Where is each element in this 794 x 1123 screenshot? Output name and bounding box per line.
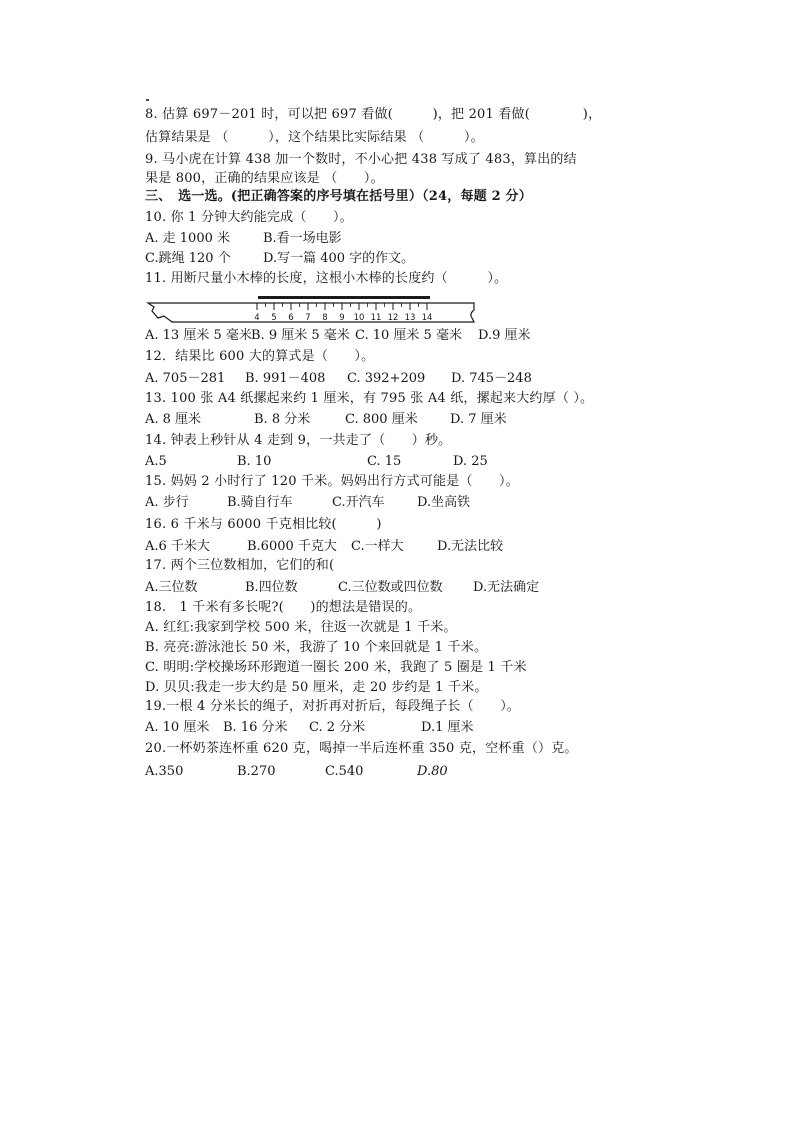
q16-option-d: D.无法比较 [437,539,504,554]
q11-option-b: B. 9 厘米 5 毫米 [251,328,350,343]
q17-option-d: D.无法确定 [473,580,540,595]
q20-option-b: B.270 [237,764,276,779]
q15-option-b: B.骑自行车 [227,495,293,510]
broken-ruler-figure [146,294,476,324]
q8-line2: 估算结果是 （ ），这个结果比实际结果 （ ）。 [145,130,484,145]
q18-option-d: D. 贝贝:我走一步大约是 50 厘米，走 20 步约是 1 千米。 [145,680,488,695]
q15-options [145,494,565,512]
q11-options [145,327,565,345]
q11-option-d: D.9 厘米 [478,328,531,343]
q19-stem: 19.一根 4 分米长的绳子，对折再对折后，每段绳子长（ ）。 [145,699,521,714]
q10-option-b: B.看一场电影 [263,231,342,246]
q14-option-a: A.5 [145,454,167,469]
ruler-label: 9 [339,313,345,323]
ruler-svg [146,294,476,324]
q15-stem: 15. 妈妈 2 小时行了 120 千米。妈妈出行方式可能是（ ）。 [145,474,519,489]
q19-option-d: D.1 厘米 [421,720,474,735]
q14-option-c: C. 15 [367,454,402,469]
q12-option-c: C. 392+209 [347,371,426,386]
q13-stem: 13. 100 张 A4 纸摞起来约 1 厘米，有 795 张 A4 纸，摞起来大约厚（ ）。 [145,391,594,406]
q12-option-b: B. 991－408 [245,371,326,386]
q13-option-c: C. 800 厘米 [345,412,418,427]
q13-option-a: A. 8 厘米 [145,412,202,427]
q16-option-a: A.6 千米大 [145,539,210,554]
q14-option-b: B. 10 [237,454,272,469]
q20-option-d: D.80 [417,764,448,779]
ruler-label: 8 [322,313,328,323]
q17-options [145,579,565,597]
q17-option-b: B.四位数 [245,580,298,595]
section-3-heading: 三、 选一选。(把正确答案的序号填在括号里）（24，每题 2 分） [145,189,532,204]
q18-stem: 18. 1 千米有多长呢?( )的想法是错误的。 [145,600,422,615]
q17-stem: 17. 两个三位数相加，它们的和( [145,558,335,573]
q14-stem: 14. 钟表上秒针从 4 走到 9，一共走了（ ）秒。 [145,433,452,448]
q12-option-a: A. 705－281 [145,371,226,386]
q10-option-a: A. 走 1000 米 [145,231,231,246]
q20-option-c: C.540 [325,764,364,779]
ruler-label: 13 [404,313,416,323]
q8-line1: 8. 估算 697－201 时，可以把 697 看做( )，把 201 看做( )， [145,107,602,122]
ruler-label: 6 [288,313,294,323]
q18-option-a: A. 红红:我家到学校 500 米，往返一次就是 1 千米。 [145,620,457,635]
q11-option-a: A. 13 厘米 5 毫米 [145,328,252,343]
wooden-stick [258,296,430,299]
q14-option-d: D. 25 [453,454,488,469]
ruler-label: 4 [254,313,260,323]
ruler-label: 10 [353,313,365,323]
q9-line2: 果是 800，正确的结果应该是 （ ）。 [145,171,384,186]
q12-option-d: D. 745－248 [451,371,532,386]
q16-option-b: B.6000 千克大 [247,539,337,554]
q15-option-c: C.开汽车 [332,495,385,510]
q20-options [145,763,565,781]
q17-option-a: A.三位数 [145,580,198,595]
q13-option-d: D. 7 厘米 [450,412,507,427]
q16-option-c: C.一样大 [351,539,404,554]
q19-option-c: C. 2 分米 [309,720,366,735]
q10-option-c: C.跳绳 120 个 [145,251,231,266]
q19-option-b: B. 16 分米 [223,720,288,735]
q18-option-b: B. 亮亮:游泳池长 50 米，我游了 10 个来回就是 1 千米。 [145,640,488,655]
q12-stem: 12．结果比 600 大的算式是（ ）。 [145,349,375,364]
q11-stem: 11. 用断尺量小木棒的长度，这根小木棒的长度约（ ）。 [145,271,508,286]
q14-options [145,453,565,471]
q20-option-a: A.350 [145,764,184,779]
q10-options-row1 [145,230,565,248]
q13-option-b: B. 8 分米 [254,412,311,427]
ruler-label: 7 [305,313,311,323]
q15-option-d: D.坐高铁 [417,495,471,510]
q18-option-c: C. 明明:学校操场环形跑道一圈长 200 米，我跑了 5 圈是 1 千米 [145,660,527,675]
ruler-ticks [254,303,432,323]
q10-option-d: D.写一篇 400 字的作文。 [263,251,415,266]
q12-options [145,370,565,388]
scan-speck [146,99,149,101]
q10-stem: 10. 你 1 分钟大约能完成（ ）。 [145,210,353,225]
q10-options-row2 [145,250,565,268]
q19-option-a: A. 10 厘米 [145,720,210,735]
ruler-label: 5 [271,313,277,323]
q19-options [145,719,565,737]
q17-option-c: C.三位数或四位数 [338,580,443,595]
q11-option-c: C. 10 厘米 5 毫米 [355,328,462,343]
q20-stem: 20.一杯奶茶连杯重 620 克，喝掉一半后连杯重 350 克，空杯重（）克。 [145,741,578,756]
q16-options [145,538,565,556]
ruler-label: 12 [387,313,399,323]
q9-line1: 9. 马小虎在计算 438 加一个数时，不小心把 438 写成了 483，算出的结 [145,152,577,167]
q13-options [145,411,565,429]
q16-stem: 16. 6 千米与 6000 千克相比较( ) [145,517,382,532]
q15-option-a: A. 步行 [145,495,189,510]
ruler-label: 14 [421,313,433,323]
ruler-label: 11 [370,313,382,323]
